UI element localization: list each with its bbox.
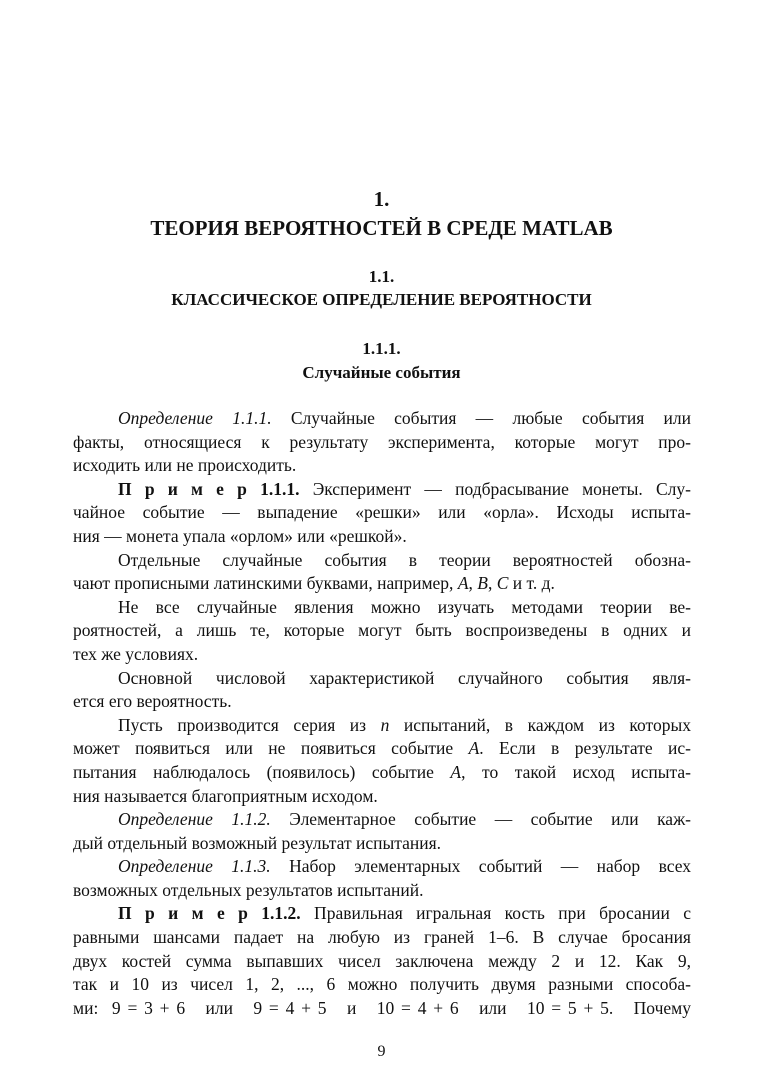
section-title: КЛАССИЧЕСКОЕ ОПРЕДЕЛЕНИЕ ВЕРОЯТНОСТИ (171, 290, 592, 309)
paragraph-notation: Отдельные случайные события в теории вероятностей обозна- чают прописными латинскими буквами, например, A, B, C и т. д. (73, 549, 691, 594)
definition-label: Определение 1.1.2. (118, 809, 271, 830)
paragraph-definition-1-1-3: Определение 1.1.3. Набор элементарных событий — набор всех возможных отдельных результатов испытаний. (73, 856, 691, 900)
example-label: П р и м е р 1.1.2. (118, 903, 301, 924)
definition-label: Определение 1.1.3. (118, 856, 271, 877)
subsection-title: Случайные события (302, 363, 461, 382)
paragraph-reproducibility: Не все случайные явления можно изучать методами теории ве- роятностей, а лишь те, которые могут быть воспроизведены в одних и тех же условиях. (73, 596, 691, 664)
example-label: П р и м е р 1.1.1. (118, 478, 300, 499)
page-number: 9 (377, 1043, 386, 1060)
subsection-number: 1.1.1. (362, 339, 401, 358)
paragraph-series: Пусть производится серия из n испытаний, в каждом из которых может появиться или не появиться событие A. Если в результате ис- пытания наблюдалось (появилось) событие A, то такой исход испыта- ния называется благоприятным исходом. (73, 714, 691, 806)
paragraph-definition-1-1-2: Определение 1.1.2. Элементарное событие — событие или каж- дый отдельный возможный результат испытания. (73, 809, 691, 853)
paragraph-example-1-1-1: П р и м е р 1.1.1. Эксперимент — подбрасывание монеты. Слу- чайное событие — выпадение «решки» или «орла». Исходы испыта- ния — монета упала «орлом» или «решкой». (73, 478, 691, 546)
body-text (73, 407, 691, 1020)
chapter-title: ТЕОРИЯ ВЕРОЯТНОСТЕЙ В СРЕДЕ MATLAB (150, 216, 613, 240)
chapter-number: 1. (373, 187, 390, 211)
definition-label: Определение 1.1.1. (118, 408, 272, 428)
paragraph-example-1-1-2: П р и м е р 1.1.2. Правильная игральная кость при бросании с равными шансами падает на любую из граней 1–6. В случае бросания двух костей сумма выпавших чисел заключена между 2 и 12. Как 9, так и 10 из чисел 1, 2, ..., 6 можно получить двумя разными способа- ми: 9 = 3 + 6 или 9 = 4 + 5 и 10 = 4 + 6 или 10 = 5 + 5. Почему (73, 903, 691, 1018)
paragraph-definition-1-1-1: Определение 1.1.1. Случайные события — любые события или факты, относящиеся к результату эксперимента, которые могут про- исходить или не происходить. (73, 408, 691, 476)
paragraph-probability: Основной числовой характеристикой случайного события явля- ется его вероятность. (73, 667, 691, 712)
section-number: 1.1. (368, 267, 395, 286)
